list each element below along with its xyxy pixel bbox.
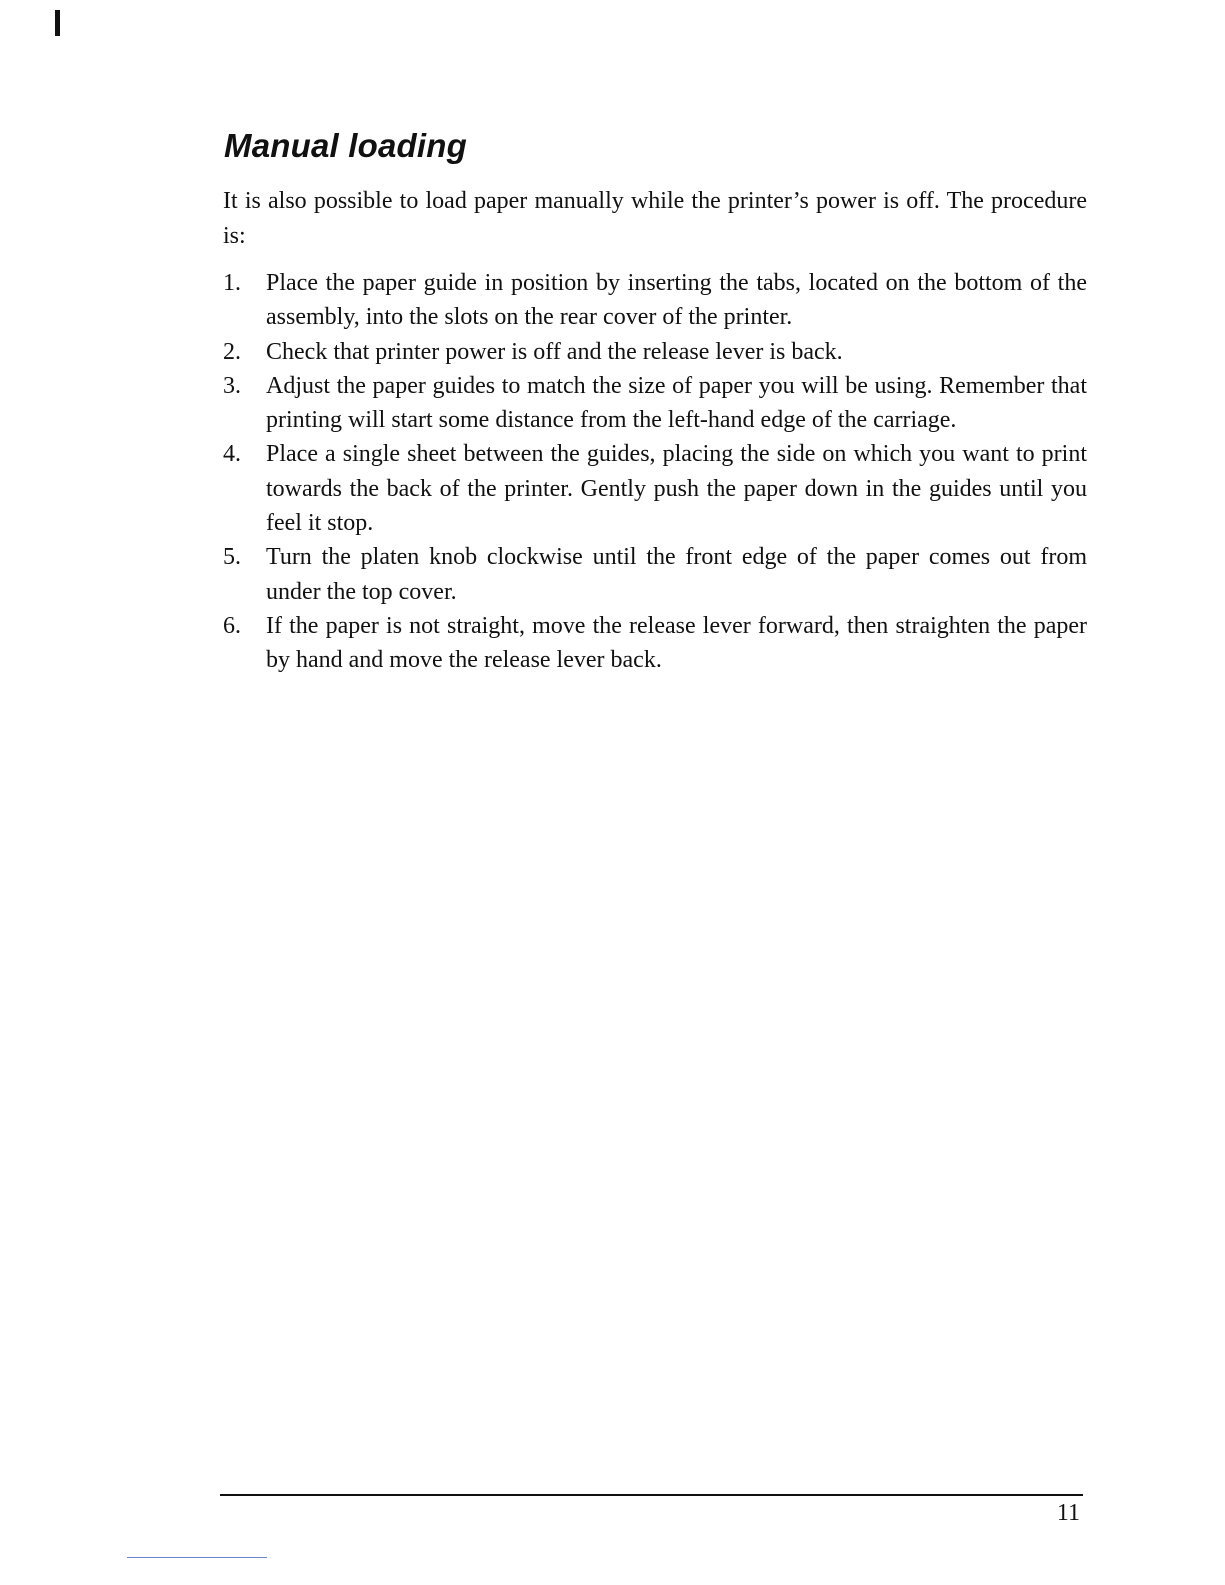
step-text: Adjust the paper guides to match the size of paper you will be using. Remember that printing will start some distance from the left-hand edge of the carriage. [266,372,1087,434]
step-number: 2. [223,338,241,365]
step-item [223,437,1087,540]
step-item [223,369,1087,438]
step-number: 4. [223,441,241,468]
step-item [223,540,1087,609]
step-number: 3. [223,372,241,399]
step-number: 1. [223,270,241,296]
step-number: 6. [223,612,241,639]
page-number: 11 [1056,1500,1080,1526]
step-text: Turn the platen knob clockwise until the front edge of the paper comes out from under the top cover. [266,544,1087,605]
step-text: Check that printer power is off and the release lever is back. [266,338,843,365]
procedure-steps [223,266,1087,678]
step-number: 5. [223,544,241,571]
step-text: Place a single sheet between the guides, placing the side on which you want to print towards the back of the printer. Gently push the paper down in the guides until you feel it stop. [266,441,1087,537]
page-edge-mark [55,10,60,36]
section-heading: Manual loading [224,127,467,164]
step-item [223,609,1087,678]
step-text: Place the paper guide in position by inserting the tabs, located on the bottom of the assembly, into the slots on the rear cover of the printer. [266,270,1087,331]
step-text: If the paper is not straight, move the release lever forward, then straighten the paper by hand and move the release lever back. [266,612,1087,674]
bottom-divider [127,1557,267,1558]
footer-rule [220,1494,1083,1496]
step-item [223,266,1087,335]
intro-paragraph: It is also possible to load paper manually while the printer’s power is off. The procedure is: [223,188,1087,249]
step-item [223,335,1087,369]
